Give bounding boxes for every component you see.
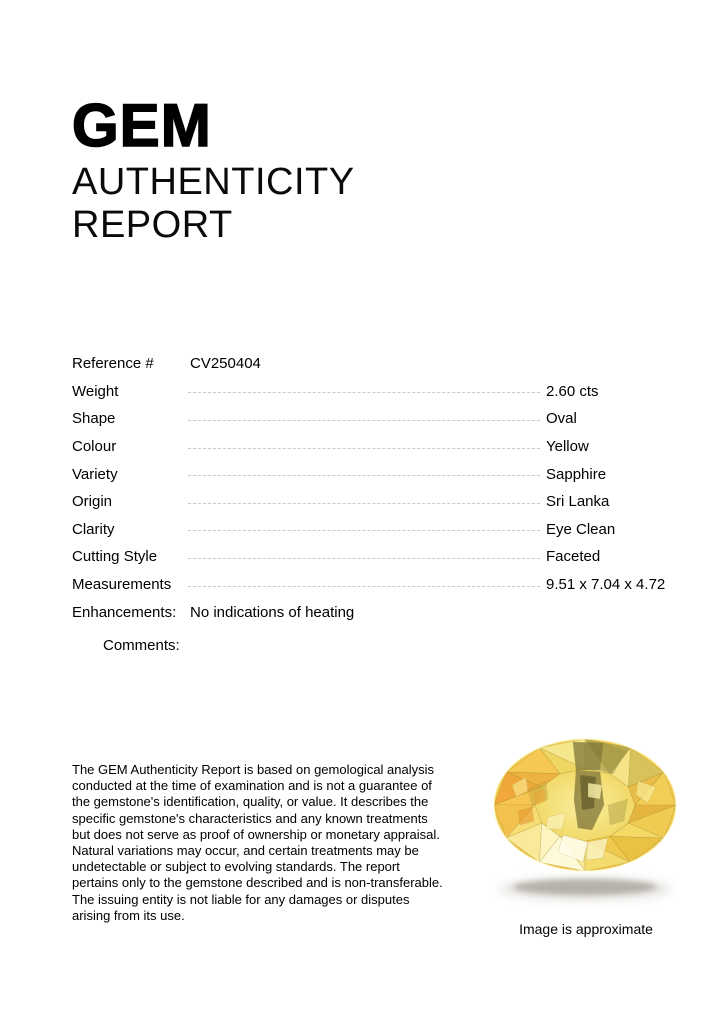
field-value: Yellow — [546, 438, 589, 456]
field-value: 2.60 cts — [546, 382, 599, 400]
field-value: Oval — [546, 410, 577, 428]
field-label: Cutting Style — [72, 548, 158, 566]
field-row-cutting-style — [72, 543, 666, 571]
leader-line — [188, 503, 540, 504]
field-label: Enhancements: — [72, 603, 177, 621]
field-label: Origin — [72, 493, 113, 511]
field-row-reference — [72, 350, 666, 378]
leader-line — [188, 420, 540, 421]
leader-line — [188, 530, 540, 531]
report-header — [72, 92, 492, 247]
field-row-variety — [72, 460, 666, 488]
field-value: 9.51 x 7.04 x 4.72 — [546, 576, 666, 594]
page-title: GEM — [72, 92, 212, 159]
field-label: Weight — [72, 382, 119, 400]
leader-line — [188, 392, 540, 393]
field-row-shape — [72, 405, 666, 433]
field-value: CV250404 — [190, 355, 261, 373]
field-value: Faceted — [546, 548, 601, 566]
gemstone-image — [488, 729, 684, 911]
field-value: Eye Clean — [546, 520, 616, 538]
leader-line — [188, 475, 540, 476]
field-label: Variety — [72, 465, 118, 483]
field-label: Comments: — [103, 637, 180, 655]
field-value: No indications of heating — [190, 603, 355, 621]
field-label: Clarity — [72, 520, 115, 538]
field-value: Sapphire — [546, 465, 607, 483]
leader-line — [188, 558, 540, 559]
gemstone-photo — [488, 729, 684, 911]
field-row-measurements — [72, 571, 666, 599]
disclaimer-text: The GEM Authenticity Report is based on gemological analysis conducted at the time of examination and is not a guarantee of the gemstone's identification, quality, or value. It describes the specific gemstone's characteristics and any known treatments but does not serve as proof of ownership or monetary appraisal. Natural variations may occur, and certain treatments may be undetectable or subject to evolving standards. The report pertains only to the gemstone described and is non-transferable. The issuing entity is not liable for any damages or disputes arising from its use. — [72, 762, 443, 923]
field-label: Measurements — [72, 576, 172, 594]
field-row-origin — [72, 488, 666, 516]
field-label: Colour — [72, 438, 117, 456]
leader-line — [188, 448, 540, 449]
field-row-comments — [72, 632, 666, 660]
field-label: Shape — [72, 410, 116, 428]
page-subtitle: AUTHENTICITY REPORT — [72, 161, 354, 246]
field-label: Reference # — [72, 355, 154, 373]
field-row-colour — [72, 433, 666, 461]
image-caption: Image is approximate — [519, 921, 653, 937]
field-row-enhancements — [72, 598, 666, 626]
report-fields — [72, 350, 666, 660]
leader-line — [188, 586, 540, 587]
field-row-weight — [72, 378, 666, 406]
field-row-clarity — [72, 516, 666, 544]
field-value: Sri Lanka — [546, 493, 610, 511]
